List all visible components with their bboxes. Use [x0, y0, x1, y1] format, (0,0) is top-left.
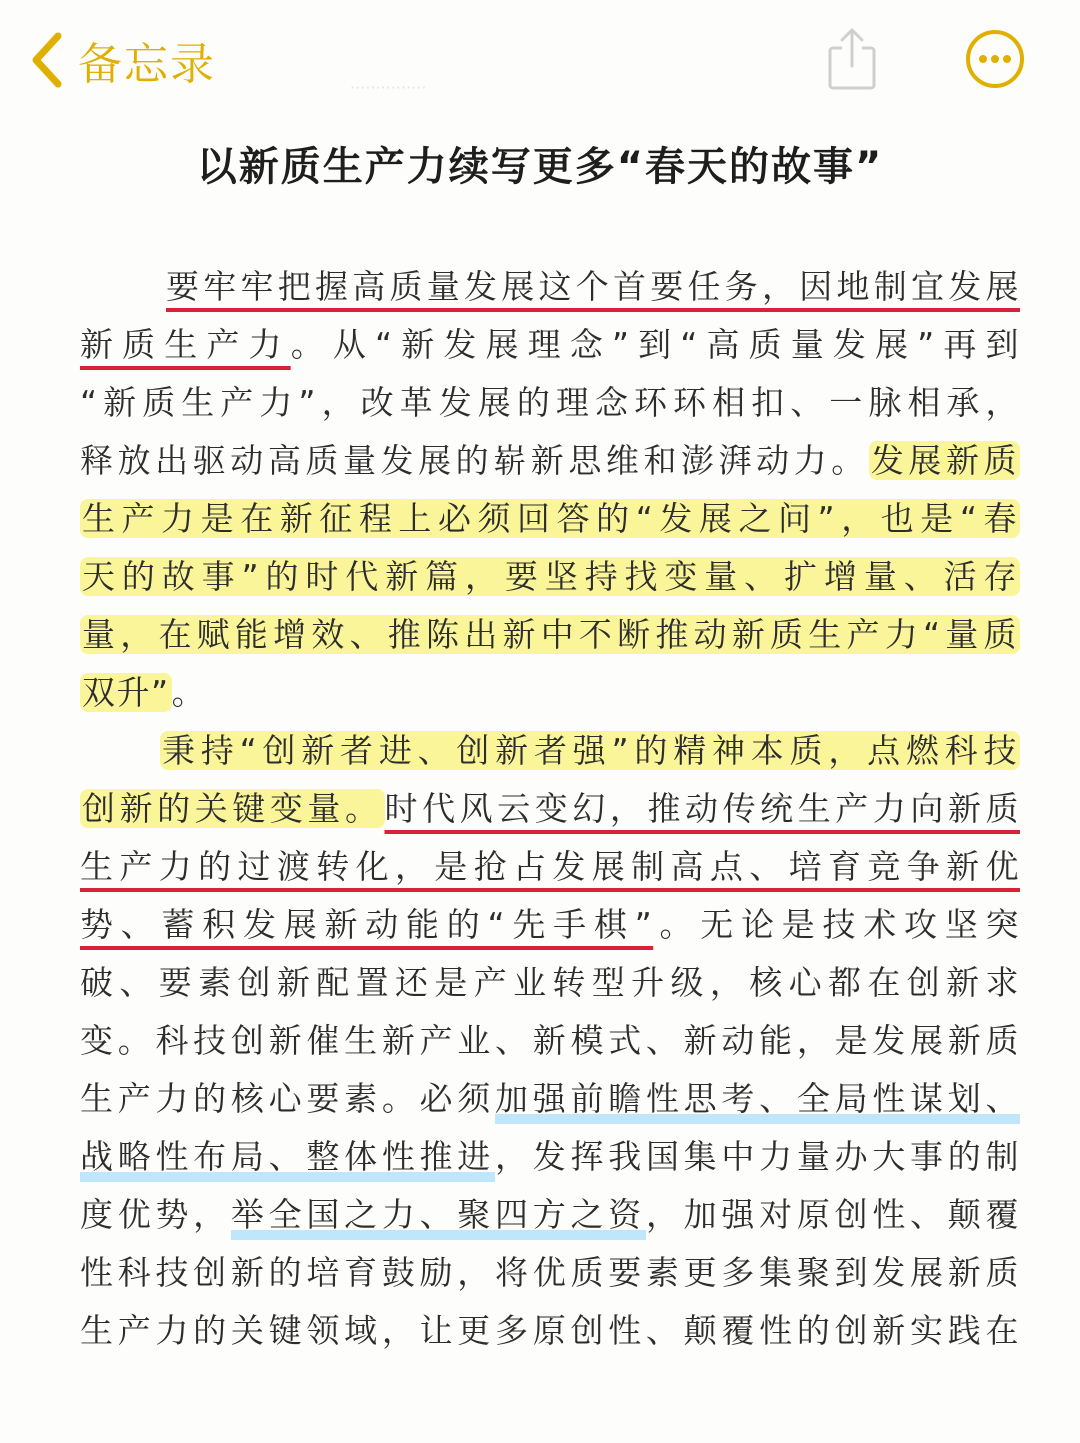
top-navigation-bar [0, 0, 1080, 120]
text-segment: 释放出驱动高质量发展的崭新思维和澎湃动力。 [80, 441, 869, 480]
body-text-line [80, 1302, 1020, 1360]
body-text-line [80, 316, 1020, 374]
body-text-line [80, 374, 1020, 432]
text-segment: ，发挥我国集中力量办大事的制 [495, 1137, 1021, 1176]
chevron-left-icon [28, 30, 64, 90]
text-segment: 性科技创新的培育鼓励，将优质要素更多集聚到发展新质 [80, 1253, 1020, 1292]
body-text-line [80, 1012, 1020, 1070]
text-segment: 生产力的关键领域，让更多原创性、颠覆性的创新实践在 [80, 1311, 1020, 1350]
blue-highlighted-text: 举全国之力、聚四方之资 [230, 1195, 646, 1234]
body-text-line [80, 1128, 1020, 1186]
body-text-line [160, 722, 1020, 780]
body-text-line [80, 1244, 1020, 1302]
body-text-line [80, 954, 1020, 1012]
body-text-line [80, 548, 1020, 606]
highlighted-text: 天的故事”的时代新篇，要坚持找变量、扩增量、活存 [82, 557, 1018, 596]
text-segment: 。无论是技术攻坚突 [653, 905, 1021, 944]
body-text-line [80, 432, 1020, 490]
red-underlined-text: 新质生产力 [80, 325, 291, 364]
red-underlined-text: 要牢牢把握高质量发展这个首要任务，因地制宜发展 [166, 267, 1020, 306]
body-text-line [80, 664, 1020, 722]
text-segment: 生产力的核心要素。必须 [80, 1079, 496, 1118]
body-text-line [80, 838, 1020, 896]
blue-highlighted-text: 加强前瞻性思考、全局性谋划、 [495, 1079, 1021, 1118]
text-segment: 度优势， [80, 1195, 231, 1234]
highlighted-text: 发展新质 [870, 441, 1018, 480]
text-segment: 变。科技创新催生新产业、新模式、新动能，是发展新质 [80, 1021, 1020, 1060]
body-text-line [80, 490, 1020, 548]
share-icon [824, 77, 880, 96]
more-icon [964, 75, 1026, 94]
text-segment: 破、要素创新配置还是产业转型升级，核心都在创新求 [80, 963, 1020, 1002]
red-underlined-text: 势、蓄积发展新动能的“先手棋” [80, 905, 654, 944]
highlighted-text: 秉持“创新者进、创新者强”的精神本质，点燃科技 [162, 731, 1018, 770]
text-segment: 。从“新发展理念”到“高质量发展”再到 [290, 325, 1021, 364]
article-title: 以新质生产力续写更多“春天的故事” [196, 144, 884, 190]
highlighted-text: 生产力是在新征程上必须回答的“发展之问”，也是“春 [82, 499, 1018, 538]
body-text-line [80, 1186, 1020, 1244]
body-text-line [80, 606, 1020, 664]
red-underlined-text: 时代风云变幻，推动传统生产力向新质 [384, 789, 1020, 828]
body-text-line [80, 896, 1020, 954]
text-segment: 。 [171, 673, 207, 712]
highlighted-text: 双升” [82, 673, 170, 712]
more-options-button[interactable] [964, 28, 1026, 94]
blue-highlighted-text: 战略性布局、整体性推进 [80, 1137, 496, 1176]
red-underlined-text: 生产力的过渡转化，是抢占发展制高点、培育竞争新优 [80, 847, 1020, 886]
highlighted-text: 量，在赋能增效、推陈出新中不断推动新质生产力“量质 [82, 615, 1018, 654]
share-button[interactable] [824, 26, 880, 96]
highlighted-text: 创新的关键变量。 [82, 789, 383, 828]
text-segment: “新质生产力”，改革发展的理念环环相扣、一脉相承， [80, 383, 1020, 422]
body-text-line [80, 1070, 1020, 1128]
text-segment: ，加强对原创性、颠覆 [645, 1195, 1021, 1234]
body-text-line [80, 780, 1020, 838]
faint-header-text: ··············· [350, 78, 427, 97]
back-button[interactable] [28, 28, 216, 92]
back-label: 备忘录 [78, 39, 216, 90]
body-text-line [166, 258, 1020, 316]
